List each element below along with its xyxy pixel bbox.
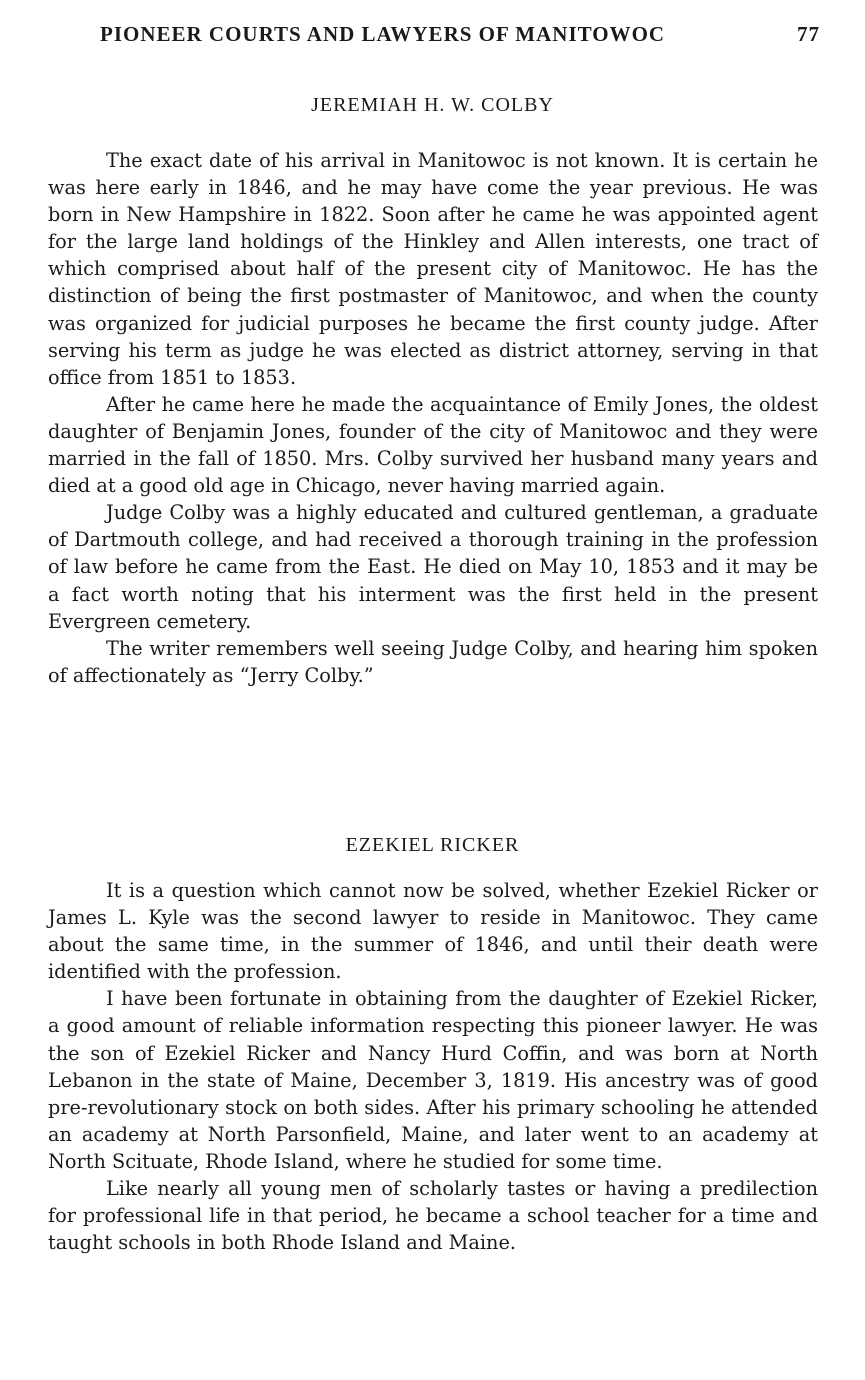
paragraph: The writer remembers well seeing Judge Colby, and hearing him spoken of affectionately as “Jerry Colby.” <box>48 636 818 687</box>
paragraph: The exact date of his arrival in Manitowoc is not known. It is certain he was here early in 1846, and he may have come the year previous. He was born in New Hampshire in 1822. Soon after he came he was appointed agent for the large land holdings of the Hinkley and Allen interests, one tract of which comprised about half of the present city of Manitowoc. He has the distinction of being the first postmaster of Manitowoc, and when the county was organized for judicial purposes he became the first county judge. After serving his term as judge he was elected as district attorney, serving in that office from 1851 to 1853. <box>48 149 818 389</box>
paragraph: Like nearly all young men of scholarly tastes or having a predilection for professional life in that period, he became a school teacher for a time and taught schools in both Rhode Island and Maine. <box>48 1177 818 1255</box>
running-title: PIONEER COURTS AND LAWYERS OF MANITOWOC <box>100 22 666 46</box>
section-body-ricker <box>48 877 818 1256</box>
section-heading-colby: JEREMIAH H. W. COLBY <box>311 94 554 116</box>
paragraph: Judge Colby was a highly educated and cultured gentleman, a graduate of Dartmouth college, and had received a thorough training in the profession of law before he came from the East. He died on May 10, 1853 and it may be a fact worth noting that his interment was the first held in the present Evergreen cemetery. <box>48 501 818 633</box>
section-body-colby <box>48 147 818 689</box>
paragraph: It is a question which cannot now be solved, whether Ezekiel Ricker or James L. Kyle was the second lawyer to reside in Manitowoc. They came about the same time, in the summer of 1846, and until their death were identified with the profession. <box>48 879 818 984</box>
section-heading-ricker: EZEKIEL RICKER <box>345 834 520 856</box>
paragraph: I have been fortunate in obtaining from the daughter of Ezekiel Ricker, a good amount of reliable information respecting this pioneer lawyer. He was the son of Ezekiel Ricker and Nancy Hurd Coffin, and was born at North Lebanon in the state of Maine, December 3, 1819. His ancestry was of good pre-revolutionary stock on both sides. After his primary schooling he attended an academy at North Parsonfield, Maine, and later went to an academy at North Scituate, Rhode Island, where he studied for some time. <box>48 987 818 1173</box>
paragraph: After he came here he made the acquaintance of Emily Jones, the oldest daughter of Benjamin Jones, founder of the city of Manitowoc and they were married in the fall of 1850. Mrs. Colby survived her husband many years and died at a good old age in Chicago, never having married again. <box>48 392 818 498</box>
page-number: 77 <box>797 22 820 46</box>
